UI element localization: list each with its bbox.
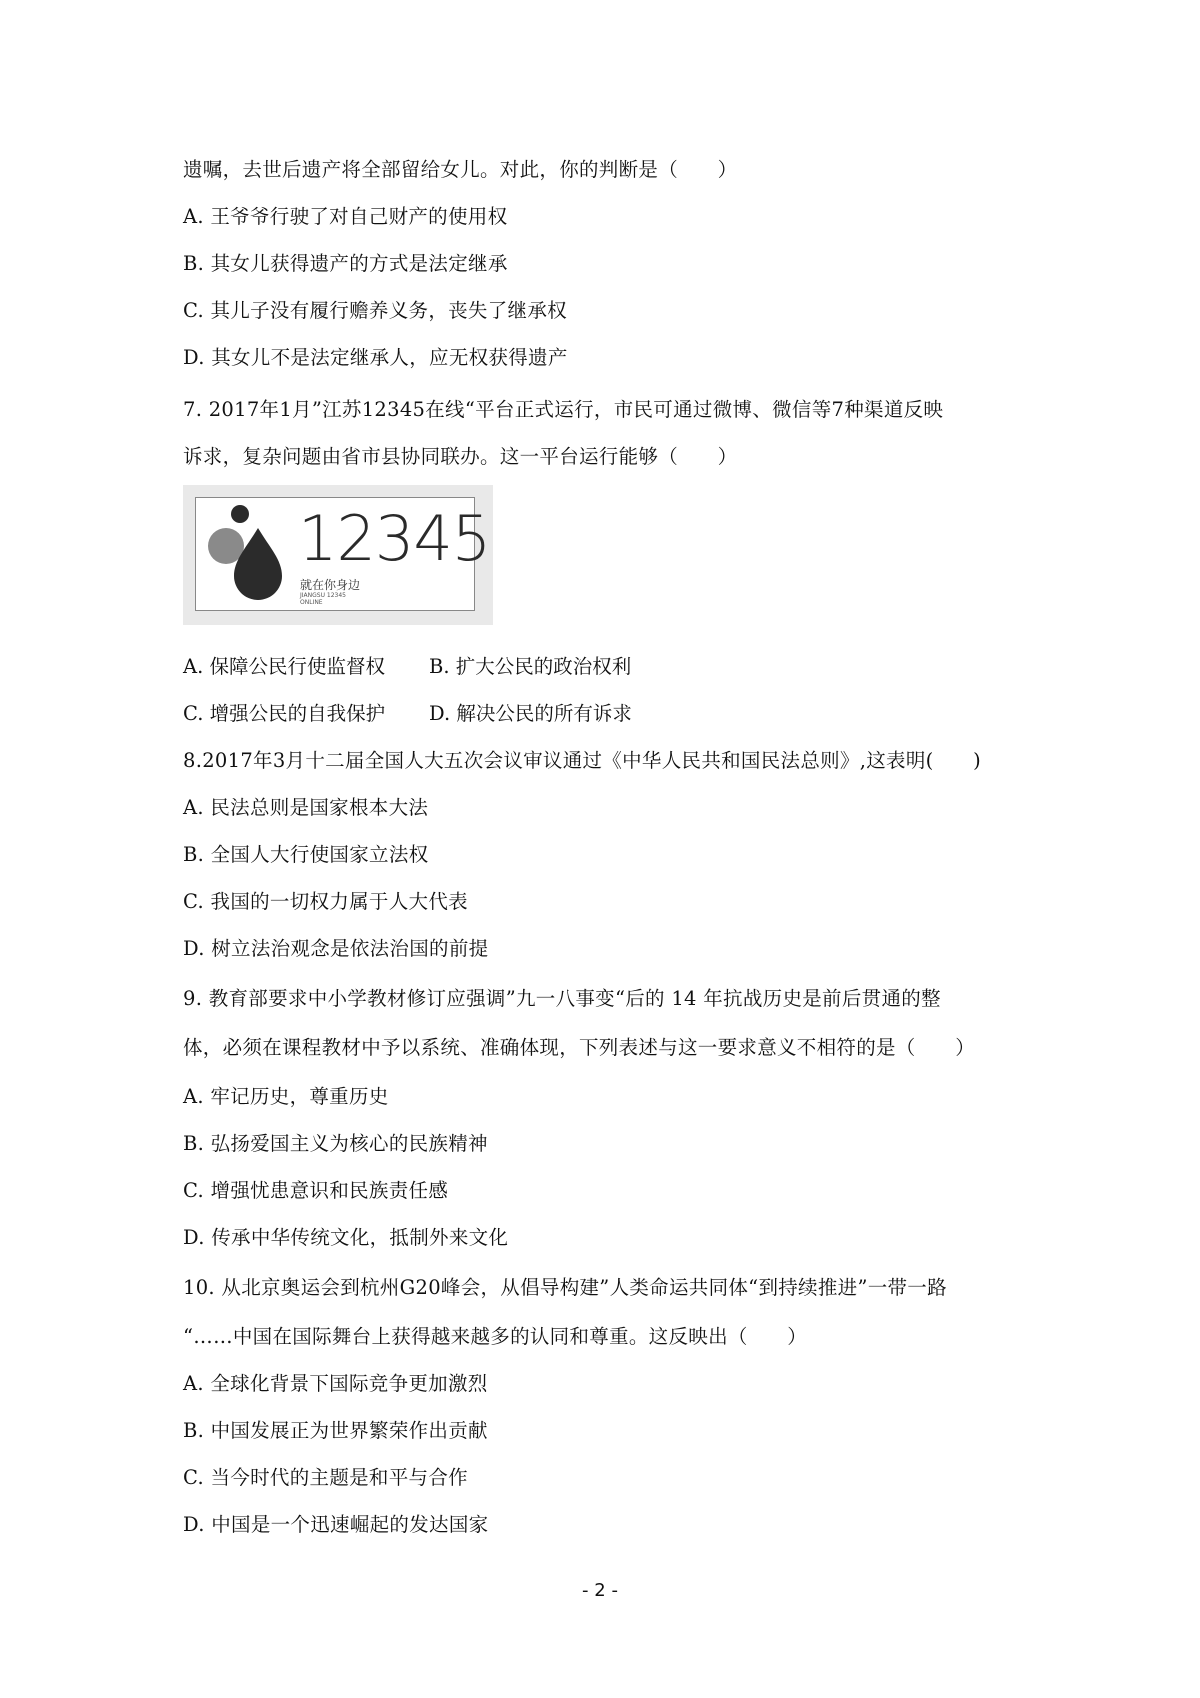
q9-stem-line-1: 9. 教育部要求中小学教材修订应强调”九一八事变“后的 14 年抗战历史是前后贯通的整 [183,987,941,1010]
q6-option-b: B. 其女儿获得遗产的方式是法定继承 [183,252,508,275]
q9-option-a: A. 牢记历史，尊重历史 [183,1085,389,1108]
q7-options-row-1 [183,654,631,680]
q10-option-a: A. 全球化背景下国际竞争更加激烈 [183,1372,488,1395]
q10-option-d: D. 中国是一个迅速崛起的发达国家 [183,1513,489,1536]
q9-stem-line-2: 体，必须在课程教材中予以系统、准确体现，下列表述与这一要求意义不相符的是（ ） [183,1036,976,1059]
q10-option-b: B. 中国发展正为世界繁荣作出贡献 [183,1419,488,1442]
q8-option-b: B. 全国人大行使国家立法权 [183,843,429,866]
logo-number: 12345 [298,502,491,575]
q10-stem-line-1: 10. 从北京奥运会到杭州G20峰会，从倡导构建”人类命运共同体“到持续推进”一带一路 [183,1276,947,1299]
q6-option-c: C. 其儿子没有履行赡养义务，丧失了继承权 [183,299,567,322]
jiangsu-12345-logo-image [183,485,493,625]
q9-option-b: B. 弘扬爱国主义为核心的民族精神 [183,1132,488,1155]
q8-option-d: D. 树立法治观念是依法治国的前提 [183,937,489,960]
logo-card [195,497,491,611]
page-number: - 2 - [582,1580,618,1601]
logo-small-text: JIANGSU 12345 ONLINE [300,592,346,606]
droplets-icon [196,498,296,610]
q7-stem-line-2: 诉求，复杂问题由省市县协同联办。这一平台运行能够（ ） [183,445,738,468]
q7-option-a: A. 保障公民行使监督权 [183,655,385,678]
q7-option-d: D. 解决公民的所有诉求 [429,702,632,725]
q8-option-c: C. 我国的一切权力属于人大代表 [183,890,468,913]
q9-option-d: D. 传承中华传统文化，抵制外来文化 [183,1226,509,1249]
q7-stem-line-1: 7. 2017年1月”江苏12345在线“平台正式运行，市民可通过微博、微信等7种渠道反映 [183,398,944,421]
q10-stem-line-2: “……中国在国际舞台上获得越来越多的认同和尊重。这反映出（ ） [183,1325,808,1348]
q7-option-c: C. 增强公民的自我保护 [183,702,386,725]
logo-slogan: 就在你身边 [300,578,361,592]
q8-stem: 8.2017年3月十二届全国人大五次会议审议通过《中华人民共和国民法总则》,这表明( ) [183,749,982,772]
q6-option-a: A. 王爷爷行驶了对自己财产的使用权 [183,205,508,228]
q7-option-b: B. 扩大公民的政治权利 [429,655,632,678]
q6-option-d: D. 其女儿不是法定继承人，应无权获得遗产 [183,346,568,369]
q8-option-a: A. 民法总则是国家根本大法 [183,796,429,819]
q9-option-c: C. 增强忧患意识和民族责任感 [183,1179,449,1202]
q6-stem-continued: 遗嘱，去世后遗产将全部留给女儿。对此，你的判断是（ ） [183,158,738,181]
q7-options-row-2 [183,701,632,727]
q10-option-c: C. 当今时代的主题是和平与合作 [183,1466,468,1489]
